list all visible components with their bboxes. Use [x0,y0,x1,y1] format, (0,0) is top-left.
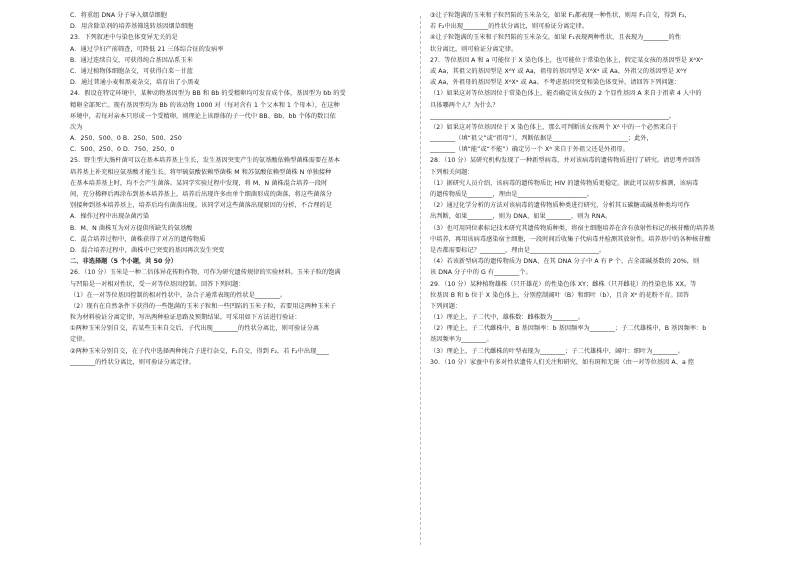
text-line: 28．（10 分）某研究机构发现了一种新型病毒，并对该病毒的遗传物质进行了研究。请思考并回答 [430,157,701,165]
text-line: （2）理论上，子二代雌株中，B 基因频率：b 基因频率为________；子二代雄株中，B 基因频率：b [430,325,707,333]
text-line: 是否都需要标记？________，理由是______________________。 [430,246,606,254]
left-column [70,10,418,368]
text-line: （1）如果这对等位基因位于常染色体上，能否确定该女孩的 2 个显性基因 A 来自于祖辈 4 人中的 [430,90,702,98]
text-line: ②两种玉米分别自交，在子代中选择两种纯合子进行杂交，F₁自交，得到 F₂，若 F₂中出现____ [70,347,329,355]
text-line: A．通过孕妇产前筛查，可降低 21 三体综合征的发病率 [70,45,224,53]
text-line: （1）在一对等位基因控制的相对性状中，杂合子通常表现的性状是________。 [70,291,287,299]
text-line: C．将重组 DNA 分子导入烟草细胞 [70,12,168,19]
text-line: 或 Aa，其祖父的基因型是 XᴬY 或 Aa，祖母的基因型是 XᴬXᵃ 或 Aa，外祖父的基因型是 XᴬY [430,67,687,75]
text-line: 的遗传物质是________，理由是______________________。 [430,191,593,198]
text-line: B．M、N 菌株互为对方提供所缺失的氨基酸 [70,224,193,232]
text-line: 粒为材料验证分离定律，写出两种验证思路及预期结果。可采用如下方法进行验证： [70,314,301,322]
text-line: （2）现有在自然条件下获得的一些饱满的玉米子粒和一些凹陷的玉米子粒，若要用这两种玉米子 [70,302,336,310]
text-line: 下列相关问题： [430,168,474,176]
text-line: A．250、500、0 B．250、500、250 [70,135,182,143]
text-line: （1）据研究人员介绍，该病毒的遗传物质比 HIV 的遗传物质更稳定。据此可以初步推测，该病毒 [430,179,699,187]
text-line: 30．（10 分）家蚕中有多对性状遗传人们关注和研究，如有斑和无斑（由一对等位基因 A、a 控 [430,358,695,366]
right-column [430,10,778,368]
text-line: （2）通过化学分析的方法对该病毒的遗传物质种类进行研究，分析其五碳糖或碱基种类均可作 [430,202,690,210]
text-line: B．通过连续自交，可获得纯合基因品系玉米 [70,56,193,64]
text-line: ____________________________________________________________________________。 [430,112,676,120]
text-line: 次为 [70,123,83,131]
text-line: 25．野生型大肠杆菌可以在基本培养基上生长，发生基因突变产生的氨基酸依赖型菌株需要在基本 [70,157,340,165]
text-line: 基因频率为________。 [430,336,493,344]
text-line: 别接种到基本培养基上，培养后均有菌落出现。该同学对这些菌落出现原因的分析，不合理的是 [70,202,332,210]
text-line: （4）若该新型病毒的遗传物质为 DNA，在其 DNA 分子中 A 有 P 个，占全部碱基数的 20%，则 [430,258,700,266]
text-line: ①两种玉米分别自交，若某些玉米自交后，子代出现________的性状分离比，则可验证分离 [70,325,320,333]
text-line: C．通过植物体细胞杂交，可获得白菜－甘蓝 [70,67,193,75]
column-divider [420,16,421,545]
text-line: 位基因 B 和 b 位于 X 染色体上，分别控制阔叶（B）和细叶（b），且含 Xᵇ 的花粉不育。回答 [430,291,690,299]
text-line: ④让子粒饱满的玉米和子粒凹陷的玉米杂交，如果 F₁表现两种性状，且表现为________的性 [430,34,681,42]
text-line: D．通过普通小麦和黑麦杂交，培育出了小黑麦 [70,79,200,87]
text-line: ________（填“能”或“不能”）确定另一个 Xᴬ 来自于外祖父还是外祖母。 [430,146,629,154]
text-line: 23．下列叙述中与染色体变异无关的是 [70,34,178,42]
text-line: 培养基上补充相应氨基酸才能生长。将甲硫氨酸依赖型菌株 M 和苏氨酸依赖型菌株 N 单独接种 [70,168,332,176]
text-line: C．500、250、0 D．750、250、0 [70,146,175,154]
text-line: D．用含除草剂的培养基筛选转基因烟草细胞 [70,23,194,31]
text-line: 中培养，再用该病毒感染宿主细胞，一段时间后收集子代病毒并检测其放射性。培养基中的各种核苷酸 [430,235,711,243]
text-line: （2）如果这对等位基因位于 X 染色体上，那么可判断该女孩两个 Xᴬ 中的一个必然来自于 [430,123,678,131]
text-line: 29．（10 分）某种植物雄株（只开雄花）的性染色体 XY；雌株（只开雌花）的性染色体 XX。等 [430,280,697,288]
text-line: 或 Aa，外祖母的基因型是 XᴬXᵃ 或 Aa。不考虑基因突变和染色体变异，请回答下列问题： [430,79,681,87]
text-line: 精卵全部死亡。现有基因型均为 Bb 的该动物 1000 对（每对含有 1 个父本和 1 个母本），在这种 [70,101,340,109]
text-line: 下列问题： [430,302,462,310]
text-line: 具体哪两个人？为什么？ [430,101,499,109]
text-line: 状分离比，则可验证分离定律。 [430,45,518,53]
text-line: ③让子粒饱满的玉米和子粒凹陷的玉米杂交，如果 F₁都表现一种性状，则用 F₁自交，得到 F₂， [430,12,691,19]
text-line: ________（填“祖父”或“祖母”），判断依据是________________________；此外， [430,135,653,143]
text-line: （1）理论上，子二代中，雄株数：雌株数为________。 [430,314,584,322]
text-line: 出判断，如果________，则为 DNA，如果________，则为 RNA。 [430,213,612,221]
text-line: ________的性状分离比，则可验证分离定律。 [70,358,195,366]
text-line: 环境中，若每对亲本只形成一个受精卵，则理论上该群体的子一代中 BB、Bb、bb 个体的数目依 [70,112,336,120]
text-line: （3）也可用同位素标记技术研究其遗传物质种类，将宿主细胞培养在含有放射性标记的核苷酸的培养基 [430,224,715,232]
text-line: 若 F₂中出现________的性状分离比，则可验证分离定律。 [430,23,589,31]
text-line: 26．（10 分）玉米是一种二倍体异花传粉作物，可作为研究遗传规律的实验材料。玉米子粒的饱满 [70,269,341,277]
text-line: A．操作过程中出现杂菌污染 [70,213,150,221]
text-line: D．混合培养过程中，菌株中已突变的基因再次发生突变 [70,246,225,254]
text-line: 定律。 [70,336,89,344]
text-line: （3）理论上，子二代雌株的叶型表现为________；子二代雄株中，阔叶：细叶为________。 [430,347,684,355]
text-line: C．混合培养过程中，菌株获得了对方的遗传物质 [70,235,206,243]
text-line: 在基本培养基上时，均不会产生菌落。某同学实验过程中发现，将 M、N 菌株混合培养一段时 [70,179,328,187]
text-line: 间，充分稀释后再涂布到基本培养基上，培养后出现许多由单个细菌形成的菌落，将这些菌落分 [70,191,332,198]
section-heading: 二、非选择题（5 个小题，共 50 分） [70,258,178,266]
text-line: 24．假设在特定环境中，某种动物基因型为 BB 和 Bb 的受精卵均可发育成个体，基因型为 bb 的受 [70,90,346,98]
text-line: 与凹陷是一对相对性状，受一对等位基因控制。回答下列问题： [70,280,245,288]
text-line: 27．等位基因 A 和 a 可能位于 X 染色体上，也可能位于常染色体上，假定某女孩的基因型是 XᴬXᵃ [430,56,703,64]
text-line: 该 DNA 分子中的 G 有________个。 [430,269,532,277]
